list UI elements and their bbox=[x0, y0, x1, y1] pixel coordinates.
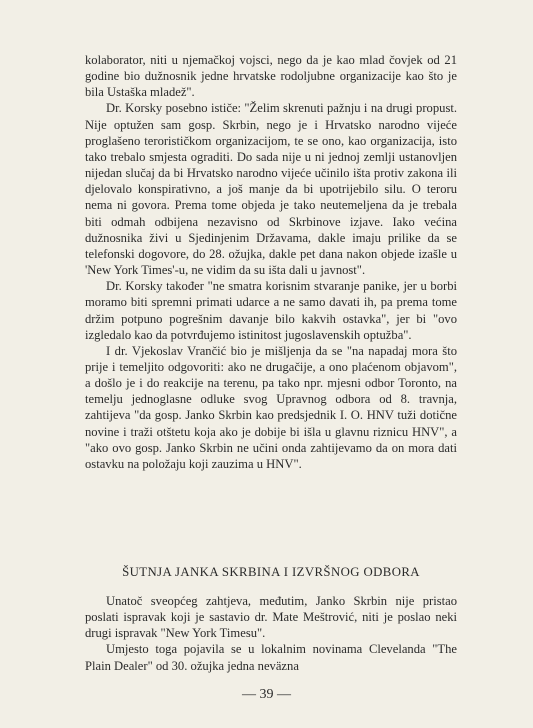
paragraph: Dr. Korsky posebno ističe: "Želim skrenuti pažnju i na drugi propust. Nije optužen sam gosp. Skrbin, nego je i Hrvatsko narodno vijeće proglašeno terorističkom organizacijom, te se ono, kao organizacija, isto tako trebalo smjesta ograditi. Do sada nije u ni jednoj zemlji ustanovljen nijedan slučaj da bi Hrvatsko narodno vijeće učinilo išta protiv zakona ili djelovalo konspirativno, a još manje da bi upotrijebilo silu. O teroru nema ni govora. Prema tome objeda je tako neutemeljena da je trebala biti odmah odbijena nezavisno od Skrbinove izjave. Iako većina dužnosnika živi u Sjedinjenim Državama, dakle imaju prilike da se telefonski dogovore, do 28. ožujka, dakle pet dana nakon objede izašle u 'New York Times'-u, ne vidim da su išta dali u javnost". bbox=[85, 101, 457, 278]
section-body-text bbox=[85, 593, 457, 674]
paragraph: I dr. Vjekoslav Vrančić bio je mišljenja da se "na napadaj mora što prije i temeljito odgovoriti: ako ne drugačije, a ono plaćenom objavom", a došlo je i do reakcije na terenu, pa tako npr. mjesni odbor Toronto, na temelju jednoglasne odluke svog Upravnog odbora od 8. travnja, zahtijeva "da gosp. Janko Skrbin kao predsjednik I. O. HNV tuži dotične novine i traži otštetu koja ako je dobije bi išla u glavnu riznicu HNV", a "ako ovo gosp. Janko Skrbin ne učini onda zahtijevamo da on mora dati ostavku na položaju koji zauzima u HNV". bbox=[85, 343, 457, 471]
paragraph: Umjesto toga pojavila se u lokalnim novinama Clevelanda "The Plain Dealer" od 30. ožujka jedna neväzna bbox=[85, 642, 457, 673]
paragraph: Dr. Korsky također "ne smatra korisnim stvaranje panike, jer u borbi moramo biti spremni primati udarce a ne samo davati ih, pa prema tome držim potpuno pogrešnim davanje bilo kakvih ostavka", jer bi "ovo izgledalo kao da potvrđujemo istinitost jugoslavenskih optužba". bbox=[85, 279, 457, 342]
paragraph: kolaborator, niti u njemačkoj vojsci, nego da je kao mlad čovjek od 21 godine bio dužnosnik jedne hrvatske rodoljubne organizacije kao što je bila Ustaška mladež". bbox=[85, 53, 457, 100]
section-heading: ŠUTNJA JANKA SKRBINA I IZVRŠNOG ODBORA bbox=[122, 565, 420, 579]
paragraph: Unatoč sveopćeg zahtjeva, međutim, Janko Skrbin nije pristao poslati ispravak koji je sastavio dr. Mate Meštrović, niti je poslao neki drugi ispravak "New York Timesu". bbox=[85, 594, 457, 641]
body-text bbox=[85, 52, 457, 472]
page-number: — 39 — bbox=[242, 687, 291, 702]
